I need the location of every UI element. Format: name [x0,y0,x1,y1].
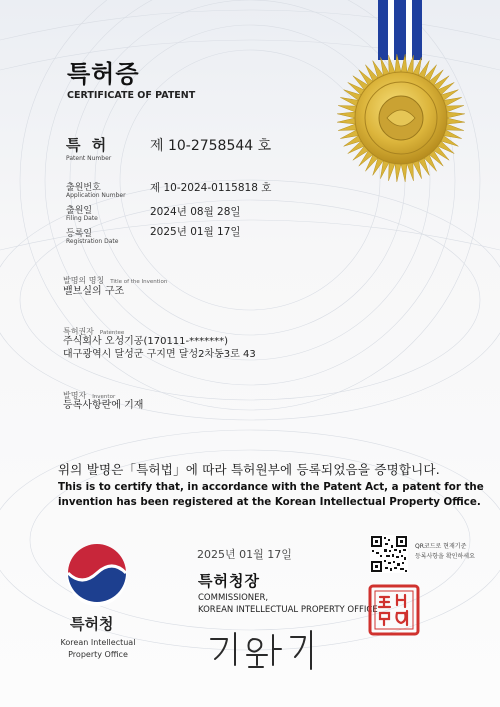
qr-note-2: 등록사항을 확인하세요 [415,553,475,560]
patentee-label-en: Patentee [99,330,125,336]
filing-date-label: 출원일 [66,206,93,216]
kipo-name-ko: 특허청 [70,615,114,633]
patentee-label-ko: 특허권자 [63,327,94,336]
commissioner-title-en-2: KOREAN INTELLECTUAL PROPERTY OFFICE [198,605,378,615]
certification-statement-en-1: This is to certify that, in accordance with the Patent Act, a patent for the [58,481,484,493]
issue-date: 2025년 01월 17일 [197,548,292,561]
ribbon-icon [378,0,422,60]
certificate-title: 특허증 [67,60,140,88]
qr-code[interactable] [370,535,408,573]
registration-date-label: 등록일 [66,229,93,239]
patent-number-label-en: Patent Number [66,155,112,162]
filing-date-value: 2024년 08월 28일 [150,206,241,218]
certificate-title-en: CERTIFICATE OF PATENT [67,90,196,101]
commissioner-title-en-1: COMMISSIONER, [198,593,269,603]
certification-statement-en-2: invention has been registered at the Korean Intellectual Property Office. [58,496,481,508]
application-number-label-en: Application Number [66,192,126,199]
gold-seal-icon [335,52,467,184]
kipo-name-en-1: Korean Intellectual [60,638,136,647]
application-number-label: 출원번호 [66,183,101,193]
kipo-logo-icon [64,543,130,609]
qr-note-1: QR코드로 현재기준 [415,543,467,550]
certification-statement-ko: 위의 발명은「특허법」에 따라 특허원부에 등록되었음을 증명합니다. [58,462,440,477]
filing-date-label-en: Filing Date [66,215,98,222]
registration-date-value: 2025년 01월 17일 [150,226,241,238]
patent-number-value: 제 10-2758544 호 [150,138,272,154]
patent-number-label: 특 허 [66,136,110,154]
invention-title-label-en: Title of the Invention [110,279,168,285]
inventor-value: 등록사항란에 기재 [63,400,144,411]
registration-date-label-en: Registration Date [66,238,119,245]
invention-title-label-ko: 발명의 명칭 [63,276,105,285]
inventor-label-ko: 발명자 [63,391,87,400]
kipo-name-en-2: Property Office [68,650,128,659]
patentee-address: 대구광역시 달성군 구지면 달성2차동3로 43 [63,349,256,360]
invention-title-value: 밸브실의 구조 [63,286,125,297]
commissioner-title: 특허청장 [198,572,260,590]
inventor-label-en: Inventor [92,394,116,400]
patentee-name: 주식회사 오성기공(170111-*******) [63,336,229,347]
commissioner-signature [205,625,325,675]
application-number-value: 제 10-2024-0115818 호 [150,182,272,194]
official-stamp [367,583,421,637]
